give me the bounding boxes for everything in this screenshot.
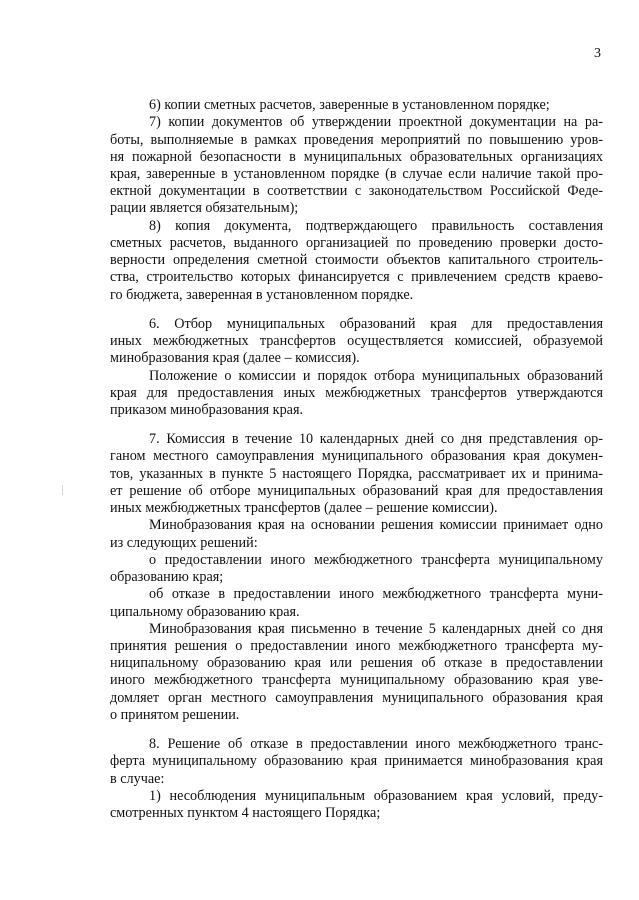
text-line: 7) копии документов об утверждении проектной документации на ра- — [149, 114, 603, 131]
text-line: ганом местного самоуправления муниципального образования края докумен- — [110, 448, 603, 465]
text-line: края для предоставления иных межбюджетных трансфертов утверждаются — [110, 384, 603, 401]
text-line: ектной документации в соответствии с законодательством Российской Феде- — [110, 183, 603, 200]
text-line: минобразования края (далее – комиссия). — [110, 350, 360, 367]
text-line: 1) несоблюдения муниципальным образованием края условий, преду- — [149, 787, 603, 804]
text-line: ства, строительство которых финансируется с привлечением средств краево- — [110, 269, 603, 286]
text-line: ня пожарной безопасности в муниципальных образовательных организациях — [110, 148, 603, 165]
text-line: ет решение об отборе муниципальных образований края для предоставления — [110, 482, 603, 499]
margin-mark — [62, 485, 63, 495]
text-line: рации является обязательным); — [110, 200, 299, 217]
text-line: смотренных пунктом 4 настоящего Порядка; — [110, 805, 381, 821]
text-line: приказом минобразования края. — [110, 401, 304, 418]
text-line: 6) копии сметных расчетов, заверенные в установленном порядке; — [149, 97, 550, 113]
text-line: ципальному образованию края. — [110, 603, 300, 620]
text-line: из следующих решений: — [110, 534, 258, 551]
text-line: иных межбюджетных трансфертов осуществляется комиссией, образуемой — [110, 333, 603, 349]
text-line: домляет орган местного самоуправления муниципального образования края — [110, 689, 603, 706]
text-line: Положение о комиссии и порядок отбора муниципальных образований — [149, 367, 603, 384]
text-line: го бюджета, заверенная в установленном порядке. — [110, 286, 414, 303]
text-line: о предоставлении иного межбюджетного трансферта муниципальному — [149, 551, 603, 568]
text-line: Минобразования края письменно в течение 5 календарных дней со дня — [149, 620, 603, 637]
text-line: об отказе в предоставлении иного межбюджетного трансферта муни- — [149, 586, 603, 603]
text-line: тов, указанных в пункте 5 настоящего Порядка, рассматривает их и принима- — [110, 465, 603, 482]
text-line: верности определения сметной стоимости объектов капитального строитель- — [110, 252, 603, 269]
text-line: края, заверенные в установленном порядке (в случае если наличие такой про- — [110, 165, 603, 182]
text-line: боты, выполняемые в рамках проведения мероприятий по повышению уров- — [110, 131, 603, 148]
text-line: иного межбюджетного трансферта муниципальному образованию края уве- — [110, 672, 603, 689]
text-line: образованию края; — [110, 569, 224, 585]
page-number: 3 — [594, 46, 601, 61]
text-line: иных межбюджетных трансфертов (далее – решение комиссии). — [110, 500, 498, 517]
text-line: о принятом решении. — [110, 706, 240, 723]
text-line: принятия решения о предоставлении иного межбюджетного трансферта му- — [110, 637, 603, 654]
text-line: 7. Комиссия в течение 10 календарных дней со дня представления ор- — [149, 431, 603, 448]
text-line: в случае: — [110, 770, 165, 787]
text-line: Минобразования края на основании решения комиссии принимает одно — [149, 517, 603, 534]
text-line: 6. Отбор муниципальных образований края для предоставления — [149, 315, 603, 332]
text-line: ферта муниципальному образованию края принимается минобразования края — [110, 753, 603, 770]
text-line: ниципальному образованию края или решения об отказе в предоставлении — [110, 655, 603, 672]
text-line: сметных расчетов, выданного организацией по проведению проверки досто- — [110, 234, 603, 251]
text-line: 8. Решение об отказе в предоставлении иного межбюджетного транс- — [149, 736, 603, 753]
text-line: 8) копия документа, подтверждающего правильность составления — [149, 217, 603, 234]
